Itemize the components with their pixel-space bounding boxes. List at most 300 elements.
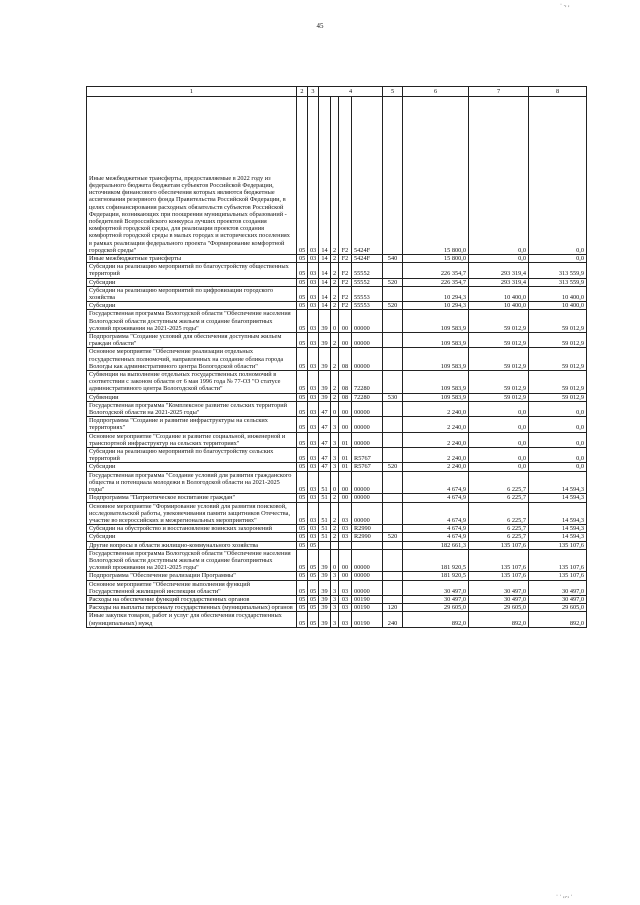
amount-2022-cell: 181 920,5 [403, 549, 469, 572]
subprogram-code-cell: 2 [331, 533, 339, 541]
expense-type-cell [383, 348, 403, 371]
table-row [87, 432, 587, 447]
subsection-code-cell: 05 [308, 549, 319, 572]
program-code-cell: 39 [319, 604, 331, 612]
amount-2024-cell: 0,0 [529, 97, 587, 255]
amount-2024-cell: 30 497,0 [529, 595, 587, 603]
budget-table [86, 86, 587, 628]
subprogram-code-cell: 2 [331, 494, 339, 502]
expense-type-cell: 520 [383, 533, 403, 541]
amount-2024-cell: 10 400,0 [529, 286, 587, 301]
expense-type-cell [383, 572, 403, 580]
amount-2023-cell: 0,0 [469, 255, 529, 263]
subsection-code-cell: 03 [308, 333, 319, 348]
event-code-cell: 00 [339, 333, 352, 348]
event-code-cell [339, 541, 352, 549]
event-code-cell: 03 [339, 612, 352, 627]
program-code-cell: 14 [319, 97, 331, 255]
event-code-cell: 00 [339, 417, 352, 432]
amount-2022-cell: 29 605,0 [403, 604, 469, 612]
amount-2022-cell: 226 354,7 [403, 278, 469, 286]
row-name-cell: Субсидии [87, 463, 297, 471]
row-name-cell: Иные закупки товаров, работ и услуг для обеспечения государственных (муниципальных) нужд [87, 612, 297, 627]
amount-2022-cell: 109 583,9 [403, 393, 469, 401]
program-code-cell: 14 [319, 255, 331, 263]
table-row [87, 417, 587, 432]
subsection-code-cell: 05 [308, 612, 319, 627]
amount-2022-cell: 109 583,9 [403, 310, 469, 333]
amount-2022-cell: 4 674,9 [403, 502, 469, 525]
direction-code-cell: 5424F [352, 97, 383, 255]
table-row [87, 612, 587, 627]
row-name-cell: Субсидии на обустройство и восстановление воинских захоронений [87, 525, 297, 533]
subprogram-code-cell: 3 [331, 580, 339, 595]
amount-2023-cell: 6 225,7 [469, 494, 529, 502]
amount-2023-cell: 59 012,9 [469, 333, 529, 348]
subprogram-code-cell: 0 [331, 310, 339, 333]
subsection-code-cell: 03 [308, 463, 319, 471]
event-code-cell: 03 [339, 525, 352, 533]
direction-code-cell: 00000 [352, 348, 383, 371]
amount-2022-cell: 2 240,0 [403, 401, 469, 416]
expense-type-cell [383, 494, 403, 502]
amount-2022-cell: 109 583,9 [403, 348, 469, 371]
amount-2024-cell: 892,0 [529, 612, 587, 627]
table-row [87, 255, 587, 263]
section-code-cell: 05 [297, 494, 308, 502]
table-row [87, 604, 587, 612]
program-code-cell: 39 [319, 393, 331, 401]
section-code-cell: 05 [297, 393, 308, 401]
row-name-cell: Основное мероприятие "Обеспечение выполнения функций Государственной жилищной инспекции области" [87, 580, 297, 595]
amount-2024-cell: 59 012,9 [529, 393, 587, 401]
expense-type-cell: 520 [383, 463, 403, 471]
expense-type-cell [383, 310, 403, 333]
amount-2022-cell: 10 294,3 [403, 286, 469, 301]
expense-type-cell: 540 [383, 255, 403, 263]
amount-2023-cell: 0,0 [469, 97, 529, 255]
amount-2022-cell: 109 583,9 [403, 333, 469, 348]
table-row [87, 595, 587, 603]
direction-code-cell: 00000 [352, 432, 383, 447]
table-row [87, 286, 587, 301]
amount-2024-cell: 0,0 [529, 401, 587, 416]
subsection-code-cell: 05 [308, 595, 319, 603]
row-name-cell: Расходы на обеспечение функций государственных органов [87, 595, 297, 603]
event-code-cell: 03 [339, 580, 352, 595]
amount-2022-cell: 15 800,0 [403, 97, 469, 255]
expense-type-cell [383, 432, 403, 447]
column-header: 6 [403, 87, 469, 97]
direction-code-cell: 00190 [352, 604, 383, 612]
section-code-cell: 05 [297, 502, 308, 525]
amount-2022-cell: 182 661,3 [403, 541, 469, 549]
subsection-code-cell: 03 [308, 533, 319, 541]
table-row [87, 463, 587, 471]
table-row [87, 371, 587, 394]
table-row [87, 572, 587, 580]
direction-code-cell: 72280 [352, 393, 383, 401]
amount-2024-cell: 0,0 [529, 255, 587, 263]
amount-2023-cell: 29 605,0 [469, 604, 529, 612]
amount-2024-cell: 0,0 [529, 432, 587, 447]
event-code-cell: 00 [339, 549, 352, 572]
row-name-cell: Субсидии на реализацию мероприятий по благоустройству общественных территорий [87, 263, 297, 278]
subsection-code-cell: 03 [308, 302, 319, 310]
section-code-cell: 05 [297, 448, 308, 463]
section-code-cell: 05 [297, 263, 308, 278]
program-code-cell: 47 [319, 463, 331, 471]
amount-2024-cell: 0,0 [529, 417, 587, 432]
event-code-cell: 00 [339, 471, 352, 494]
amount-2024-cell: 59 012,9 [529, 333, 587, 348]
section-code-cell: 05 [297, 371, 308, 394]
column-header: 8 [529, 87, 587, 97]
row-name-cell: Субвенция на выполнение отдельных государственных полномочий в соответствии с законом области от 6 мая 1996 года № 77-ОЗ "О статусе административного центра Вологодской области" [87, 371, 297, 394]
event-code-cell: 03 [339, 502, 352, 525]
event-code-cell: F2 [339, 286, 352, 301]
row-name-cell: Субсидии [87, 278, 297, 286]
row-name-cell: Основное мероприятие "Создание и развитие социальной, инженерной и транспортной инфраструктур на сельских территориях" [87, 432, 297, 447]
program-code-cell: 51 [319, 471, 331, 494]
amount-2022-cell: 109 583,9 [403, 371, 469, 394]
direction-code-cell [352, 541, 383, 549]
program-code-cell: 39 [319, 549, 331, 572]
amount-2023-cell: 0,0 [469, 448, 529, 463]
direction-code-cell: 00000 [352, 310, 383, 333]
section-code-cell: 05 [297, 348, 308, 371]
expense-type-cell: 520 [383, 278, 403, 286]
program-code-cell: 39 [319, 580, 331, 595]
amount-2022-cell: 10 294,3 [403, 302, 469, 310]
amount-2022-cell: 15 800,0 [403, 255, 469, 263]
amount-2022-cell: 2 240,0 [403, 448, 469, 463]
direction-code-cell: R2990 [352, 525, 383, 533]
amount-2023-cell: 892,0 [469, 612, 529, 627]
subprogram-code-cell: 2 [331, 348, 339, 371]
row-name-cell: Субсидии [87, 533, 297, 541]
amount-2023-cell: 6 225,7 [469, 525, 529, 533]
section-code-cell: 05 [297, 533, 308, 541]
amount-2022-cell: 892,0 [403, 612, 469, 627]
event-code-cell: F2 [339, 255, 352, 263]
event-code-cell: 00 [339, 401, 352, 416]
amount-2023-cell: 135 107,6 [469, 549, 529, 572]
expense-type-cell [383, 471, 403, 494]
direction-code-cell: 00000 [352, 417, 383, 432]
program-code-cell: 14 [319, 286, 331, 301]
subprogram-code-cell: 3 [331, 448, 339, 463]
amount-2023-cell: 135 107,6 [469, 572, 529, 580]
table-row [87, 448, 587, 463]
subsection-code-cell: 03 [308, 393, 319, 401]
direction-code-cell: 55553 [352, 286, 383, 301]
row-name-cell: Субсидии на реализацию мероприятий по благоустройству сельских территорий [87, 448, 297, 463]
expense-type-cell [383, 595, 403, 603]
section-code-cell: 05 [297, 286, 308, 301]
amount-2024-cell: 0,0 [529, 448, 587, 463]
expense-type-cell: 520 [383, 302, 403, 310]
event-code-cell: 01 [339, 448, 352, 463]
direction-code-cell: 5424F [352, 255, 383, 263]
amount-2023-cell: 6 225,7 [469, 533, 529, 541]
row-name-cell: Основное мероприятие "Обеспечение реализации отдельных государственных полномочий, направленных на создание облика города Вологды как административного центра Вологодской области" [87, 348, 297, 371]
expense-type-cell [383, 541, 403, 549]
amount-2024-cell: 59 012,9 [529, 371, 587, 394]
program-code-cell: 14 [319, 278, 331, 286]
subprogram-code-cell: 2 [331, 263, 339, 278]
subsection-code-cell: 03 [308, 348, 319, 371]
direction-code-cell: 00000 [352, 549, 383, 572]
program-code-cell: 39 [319, 612, 331, 627]
section-code-cell: 05 [297, 580, 308, 595]
amount-2023-cell: 30 497,0 [469, 595, 529, 603]
program-code-cell: 47 [319, 448, 331, 463]
expense-type-cell [383, 97, 403, 255]
subsection-code-cell: 03 [308, 417, 319, 432]
event-code-cell: 03 [339, 533, 352, 541]
program-code-cell: 47 [319, 432, 331, 447]
program-code-cell: 39 [319, 595, 331, 603]
subprogram-code-cell: 2 [331, 371, 339, 394]
row-name-cell: Субсидии на реализацию мероприятий по цифровизации городского хозяйства [87, 286, 297, 301]
section-code-cell: 05 [297, 471, 308, 494]
table-row [87, 310, 587, 333]
table-row [87, 97, 587, 255]
table-row [87, 278, 587, 286]
amount-2022-cell: 30 497,0 [403, 580, 469, 595]
amount-2024-cell: 59 012,9 [529, 310, 587, 333]
direction-code-cell: 55552 [352, 263, 383, 278]
section-code-cell: 05 [297, 549, 308, 572]
table-row [87, 502, 587, 525]
section-code-cell: 05 [297, 612, 308, 627]
amount-2022-cell: 4 674,9 [403, 494, 469, 502]
subsection-code-cell: 03 [308, 502, 319, 525]
amount-2022-cell: 2 240,0 [403, 432, 469, 447]
subprogram-code-cell: 3 [331, 612, 339, 627]
row-name-cell: Подпрограмма "Создание и развитие инфраструктуры на сельских территориях" [87, 417, 297, 432]
direction-code-cell: 00000 [352, 502, 383, 525]
column-header: 2 [297, 87, 308, 97]
subprogram-code-cell: 0 [331, 549, 339, 572]
amount-2024-cell: 59 012,9 [529, 348, 587, 371]
program-code-cell: 14 [319, 302, 331, 310]
program-code-cell: 39 [319, 348, 331, 371]
amount-2023-cell: 10 400,0 [469, 302, 529, 310]
amount-2022-cell: 2 240,0 [403, 417, 469, 432]
subprogram-code-cell: 3 [331, 432, 339, 447]
section-code-cell: 05 [297, 97, 308, 255]
amount-2023-cell: 0,0 [469, 417, 529, 432]
amount-2024-cell: 313 559,9 [529, 263, 587, 278]
table-row [87, 348, 587, 371]
section-code-cell: 05 [297, 604, 308, 612]
expense-type-cell [383, 580, 403, 595]
scan-mark-top: · ., , [560, 2, 570, 8]
event-code-cell: F2 [339, 263, 352, 278]
row-name-cell: Государственная программа "Создание условий для развития гражданского общества и потенциала молодежи в Вологодской области на 2021-2025 годы" [87, 471, 297, 494]
amount-2022-cell: 181 920,5 [403, 572, 469, 580]
row-name-cell: Другие вопросы в области жилищно-коммунального хозяйства [87, 541, 297, 549]
subsection-code-cell: 03 [308, 432, 319, 447]
direction-code-cell: 00000 [352, 401, 383, 416]
event-code-cell: 00 [339, 572, 352, 580]
amount-2023-cell: 0,0 [469, 401, 529, 416]
expense-type-cell [383, 263, 403, 278]
program-code-cell: 39 [319, 333, 331, 348]
amount-2022-cell: 4 674,9 [403, 525, 469, 533]
amount-2024-cell: 14 594,3 [529, 494, 587, 502]
amount-2024-cell: 135 107,6 [529, 572, 587, 580]
amount-2023-cell: 59 012,9 [469, 310, 529, 333]
section-code-cell: 05 [297, 525, 308, 533]
expense-type-cell [383, 286, 403, 301]
amount-2024-cell: 14 594,3 [529, 471, 587, 494]
row-name-cell: Подпрограмма "Обеспечение реализации Программы" [87, 572, 297, 580]
row-name-cell: Иные межбюджетные трансферты [87, 255, 297, 263]
direction-code-cell: 00000 [352, 333, 383, 348]
subprogram-code-cell: 2 [331, 525, 339, 533]
expense-type-cell [383, 401, 403, 416]
expense-type-cell [383, 525, 403, 533]
table-row [87, 533, 587, 541]
subprogram-code-cell: 3 [331, 595, 339, 603]
direction-code-cell: 00000 [352, 471, 383, 494]
program-code-cell: 47 [319, 401, 331, 416]
expense-type-cell: 120 [383, 604, 403, 612]
subprogram-code-cell: 2 [331, 502, 339, 525]
expense-type-cell: 530 [383, 393, 403, 401]
row-name-cell: Подпрограмма "Патриотическое воспитание граждан" [87, 494, 297, 502]
subsection-code-cell: 03 [308, 263, 319, 278]
row-name-cell: Государственная программа Вологодской области "Обеспечение населения Вологодской области доступным жильем и создание благоприятных условий проживания на 2021-2025 годы" [87, 549, 297, 572]
table-row [87, 580, 587, 595]
section-code-cell: 05 [297, 302, 308, 310]
subsection-code-cell: 03 [308, 255, 319, 263]
amount-2023-cell: 293 319,4 [469, 278, 529, 286]
amount-2024-cell: 30 497,0 [529, 580, 587, 595]
table-row [87, 302, 587, 310]
program-code-cell: 14 [319, 263, 331, 278]
subprogram-code-cell: 2 [331, 97, 339, 255]
program-code-cell [319, 541, 331, 549]
column-header: 5 [383, 87, 403, 97]
amount-2023-cell: 59 012,9 [469, 348, 529, 371]
amount-2023-cell: 6 225,7 [469, 471, 529, 494]
amount-2023-cell: 6 225,7 [469, 502, 529, 525]
event-code-cell: 00 [339, 310, 352, 333]
subsection-code-cell: 03 [308, 286, 319, 301]
program-code-cell: 47 [319, 417, 331, 432]
amount-2022-cell: 2 240,0 [403, 463, 469, 471]
subprogram-code-cell: 3 [331, 463, 339, 471]
row-name-cell: Подпрограмма "Создание условий для обеспечения доступным жильем граждан области" [87, 333, 297, 348]
subprogram-code-cell: 2 [331, 255, 339, 263]
direction-code-cell: 00190 [352, 612, 383, 627]
subprogram-code-cell: 3 [331, 417, 339, 432]
amount-2024-cell: 0,0 [529, 463, 587, 471]
section-code-cell: 05 [297, 432, 308, 447]
scan-mark-bottom: · · ,,., · [556, 893, 573, 899]
amount-2024-cell: 135 107,6 [529, 549, 587, 572]
row-name-cell: Государственная программа Вологодской области "Обеспечение населения Вологодской области доступным жильем и создание благоприятных условий проживания на 2021-2025 годы" [87, 310, 297, 333]
table-row [87, 333, 587, 348]
expense-type-cell: 240 [383, 612, 403, 627]
subsection-code-cell: 05 [308, 580, 319, 595]
direction-code-cell: 00000 [352, 580, 383, 595]
program-code-cell: 51 [319, 525, 331, 533]
amount-2023-cell: 293 319,4 [469, 263, 529, 278]
direction-code-cell: R5767 [352, 448, 383, 463]
amount-2024-cell: 29 605,0 [529, 604, 587, 612]
direction-code-cell: 00190 [352, 595, 383, 603]
direction-code-cell: 72280 [352, 371, 383, 394]
subprogram-code-cell: 3 [331, 604, 339, 612]
table-header-row [87, 87, 587, 97]
amount-2023-cell: 30 497,0 [469, 580, 529, 595]
event-code-cell: 01 [339, 432, 352, 447]
event-code-cell: F2 [339, 278, 352, 286]
expense-type-cell [383, 549, 403, 572]
subsection-code-cell: 05 [308, 572, 319, 580]
event-code-cell: 03 [339, 595, 352, 603]
row-name-cell: Государственная программа "Комплексное развитие сельских территорий Вологодской области на 2021-2025 годы" [87, 401, 297, 416]
table-row [87, 549, 587, 572]
program-code-cell: 39 [319, 310, 331, 333]
event-code-cell: 08 [339, 371, 352, 394]
direction-code-cell: 00000 [352, 572, 383, 580]
amount-2022-cell: 30 497,0 [403, 595, 469, 603]
column-header: 1 [87, 87, 297, 97]
subsection-code-cell: 03 [308, 494, 319, 502]
amount-2024-cell: 14 594,3 [529, 525, 587, 533]
subprogram-code-cell: 2 [331, 393, 339, 401]
direction-code-cell: R2990 [352, 533, 383, 541]
expense-type-cell [383, 371, 403, 394]
subsection-code-cell: 05 [308, 541, 319, 549]
subprogram-code-cell [331, 541, 339, 549]
amount-2023-cell: 59 012,9 [469, 371, 529, 394]
table-row [87, 471, 587, 494]
event-code-cell: 01 [339, 463, 352, 471]
column-header: 4 [319, 87, 383, 97]
amount-2023-cell: 0,0 [469, 463, 529, 471]
section-code-cell: 05 [297, 463, 308, 471]
section-code-cell: 05 [297, 333, 308, 348]
event-code-cell: 08 [339, 348, 352, 371]
subsection-code-cell: 03 [308, 310, 319, 333]
event-code-cell: 08 [339, 393, 352, 401]
column-header: 3 [308, 87, 319, 97]
direction-code-cell: 55552 [352, 278, 383, 286]
subprogram-code-cell: 2 [331, 302, 339, 310]
event-code-cell: F2 [339, 302, 352, 310]
subprogram-code-cell: 3 [331, 572, 339, 580]
row-name-cell: Иные межбюджетные трансферты, предоставляемые в 2022 году из федерального бюджета бюджетам субъектов Российской Федерации, источником финансового обеспечения которых являются бюджетные ассигнования резервного фонда Правительства Российской Федерации, в целях софинансирования расходных обязательств субъектов Российской Федерации, возникающих при поощрении муниципальных образований - победителей Всероссийского конкурса лучших проектов создания комфортной городской среды, для реализации проектов создания комфортной городской среды в малых городах и исторических поселениях в рамках реализации федерального проекта "Формирование комфортной городской среды" [87, 97, 297, 255]
subprogram-code-cell: 2 [331, 333, 339, 348]
section-code-cell: 05 [297, 572, 308, 580]
table-row [87, 541, 587, 549]
subprogram-code-cell: 0 [331, 401, 339, 416]
expense-type-cell [383, 448, 403, 463]
program-code-cell: 51 [319, 502, 331, 525]
amount-2022-cell: 4 674,9 [403, 533, 469, 541]
direction-code-cell: 00000 [352, 494, 383, 502]
subsection-code-cell: 03 [308, 525, 319, 533]
amount-2022-cell: 226 354,7 [403, 263, 469, 278]
amount-2023-cell: 135 107,6 [469, 541, 529, 549]
